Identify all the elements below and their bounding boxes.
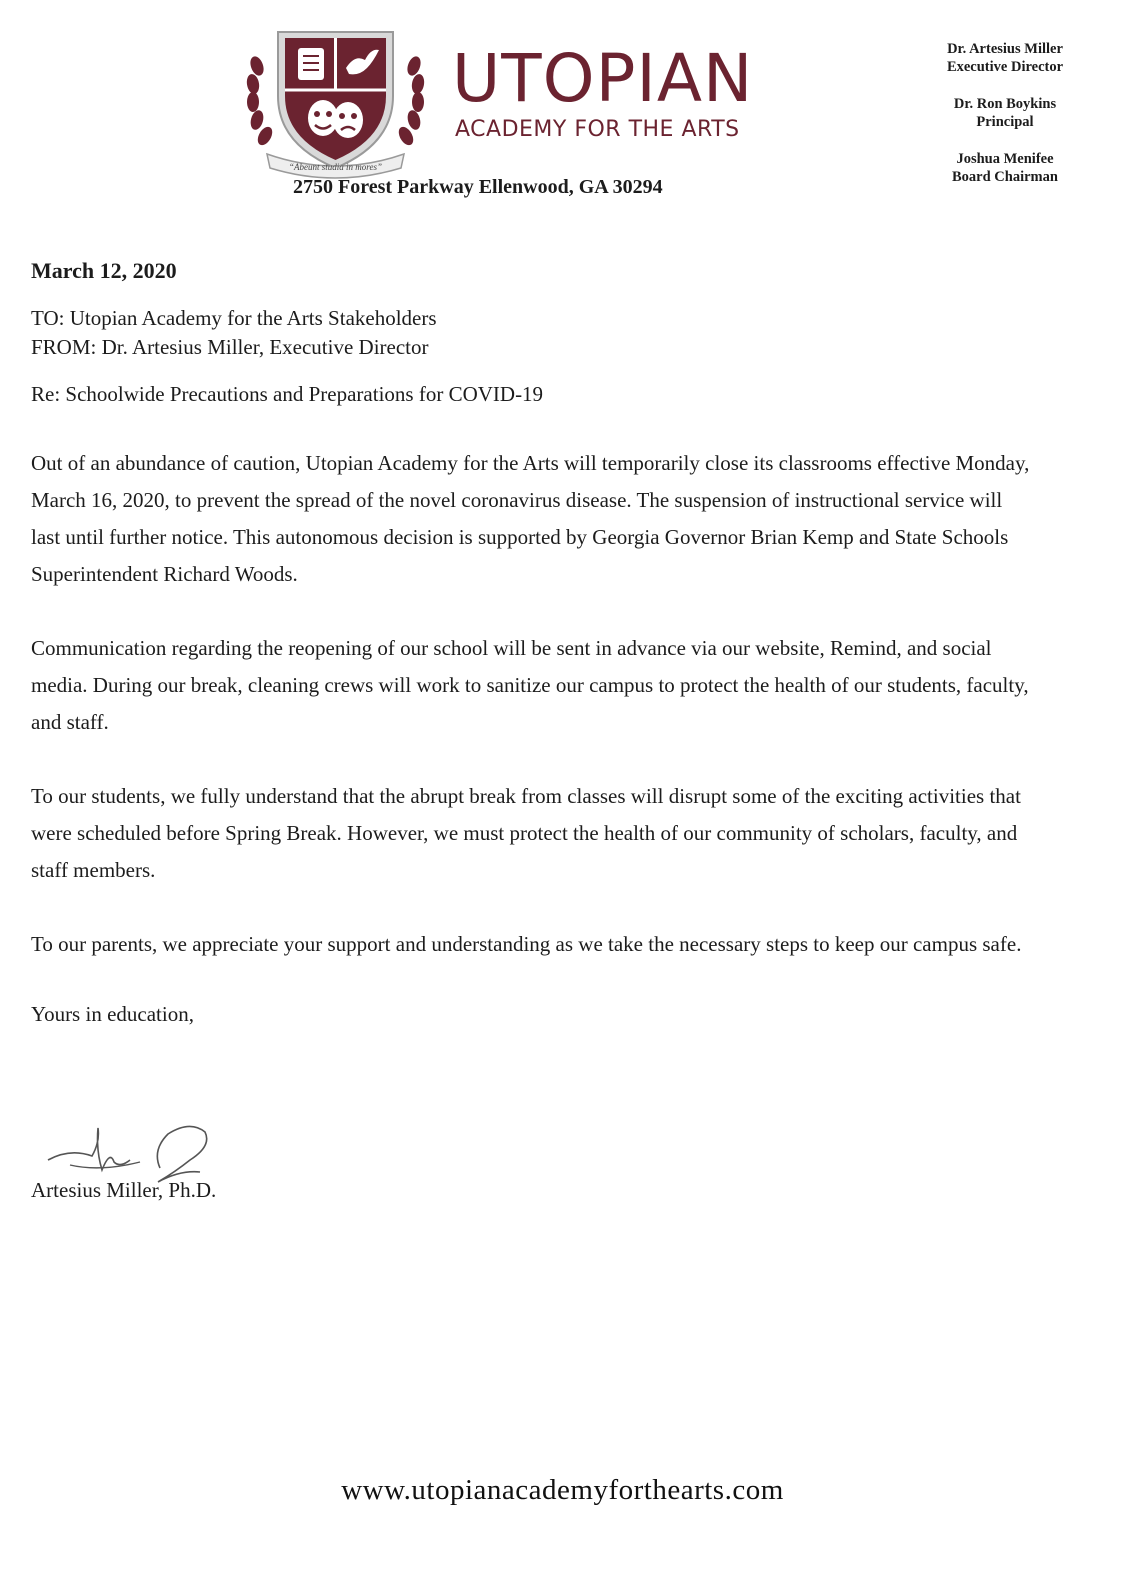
- from-line: FROM: Dr. Artesius Miller, Executive Director: [31, 335, 429, 359]
- subject-line: Re: Schoolwide Precautions and Preparations for COVID-19: [31, 382, 544, 406]
- closing-salutation: Yours in education,: [31, 1002, 194, 1026]
- school-address: 2750 Forest Parkway Ellenwood, GA 30294: [293, 176, 663, 198]
- officer-principal: [915, 95, 1095, 131]
- paragraph-parents: To our parents, we appreciate your support and understanding as we take the necessary steps to keep our campus safe.: [31, 932, 1022, 956]
- school-name: UTOPIAN: [452, 40, 754, 117]
- officer-title: Principal: [976, 114, 1034, 130]
- officer-name: Joshua Menifee: [956, 151, 1054, 167]
- paragraph-closure: Out of an abundance of caution, Utopian Academy for the Arts will temporarily close its classrooms effective Monday, March 16, 2020, to prevent the spread of the novel coronavirus disease. The suspension of instructional service will last until further notice. This autonomous decision is supported by Georgia Governor Brian Kemp and State Schools Superintendent Richard Woods.: [31, 451, 1030, 586]
- crest-motto-text: “Abeunt studia in mores”: [289, 162, 382, 172]
- school-crest-logo: [243, 26, 428, 186]
- paragraph-communication: Communication regarding the reopening of our school will be sent in advance via our website, Remind, and social media. During our break, cleaning crews will work to sanitize our campus to protect the health of our students, faculty, and staff.: [31, 636, 1029, 734]
- signer-name: Artesius Miller, Ph.D.: [31, 1178, 217, 1202]
- letterhead: [0, 0, 1125, 220]
- officer-title: Executive Director: [946, 59, 1064, 75]
- letter-body: [31, 258, 1031, 1029]
- officers-list: [915, 40, 1095, 205]
- recipient-block: [31, 304, 1031, 362]
- officer-name: Dr. Ron Boykins: [953, 96, 1057, 112]
- to-line: TO: Utopian Academy for the Arts Stakeholders: [31, 306, 437, 330]
- officer-name: Dr. Artesius Miller: [947, 41, 1063, 57]
- website-footer: www.utopianacademyforthearts.com: [341, 1474, 784, 1506]
- school-subtitle: ACADEMY FOR THE ARTS: [455, 117, 740, 142]
- letter-date: March 12, 2020: [31, 258, 177, 283]
- paragraph-students: To our students, we fully understand that the abrupt break from classes will disrupt some of the exciting activities that were scheduled before Spring Break. However, we must protect the health of our community of scholars, faculty, and staff members.: [31, 784, 1021, 882]
- officer-title: Board Chairman: [952, 169, 1058, 185]
- officer-executive-director: [915, 40, 1095, 76]
- officer-board-chairman: [915, 150, 1095, 186]
